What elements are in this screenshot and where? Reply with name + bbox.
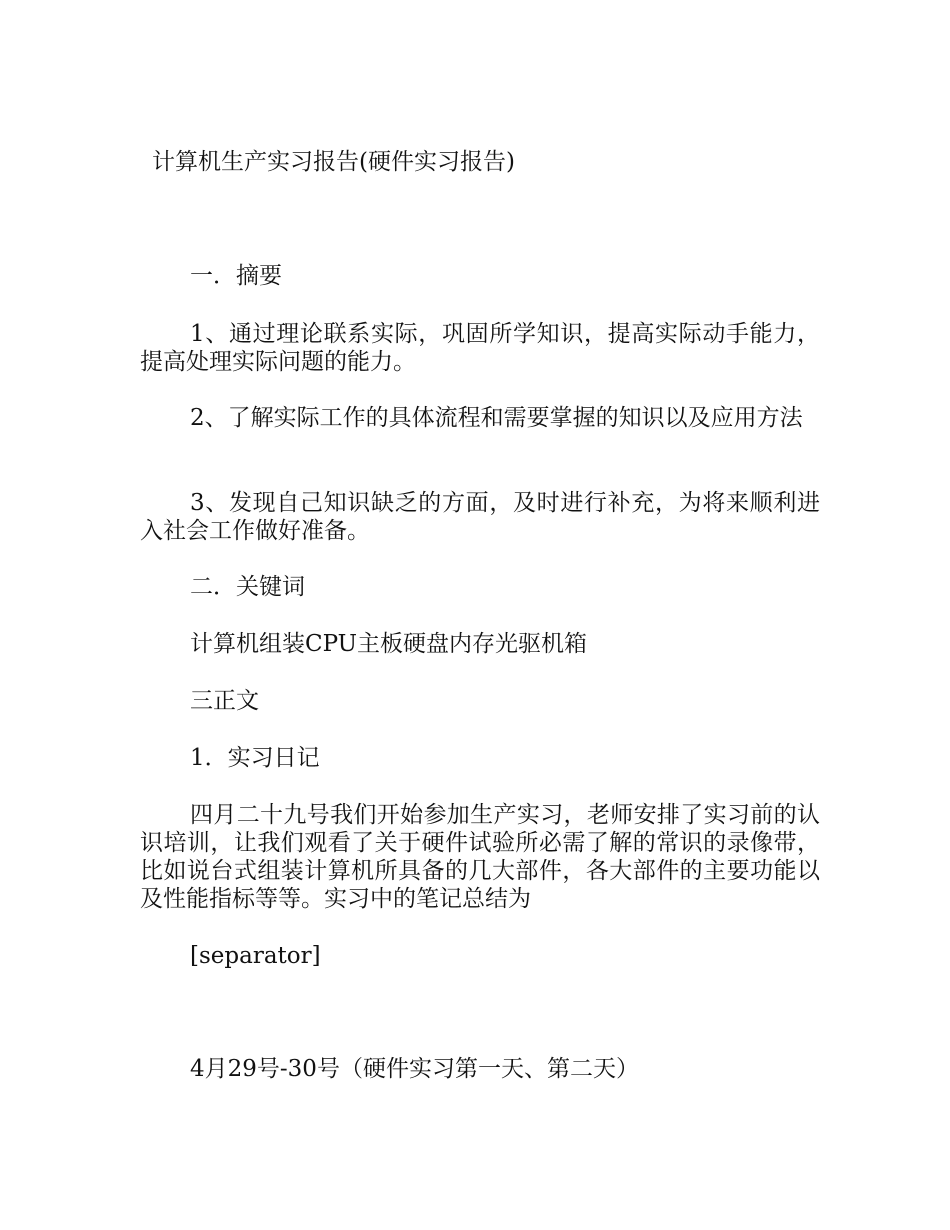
section-2-heading: 二．关键词 xyxy=(190,574,305,600)
section-1-heading: 一．摘要 xyxy=(190,263,282,289)
diary-paragraph: 四月二十九号我们开始参加生产实习，老师安排了实习前的认识培训，让我们观看了关于硬件试验所必需了解的常识的录像带，比如说台式组装计算机所具备的几大部件，各大部件的主要功能以及性能指标等等。实习中的笔记总结为 xyxy=(140,802,820,912)
subsection-1-heading: 1．实习日记 xyxy=(190,745,320,771)
date-heading: 4月29号-30号（硬件实习第一天、第二天） xyxy=(190,1056,639,1082)
summary-point-2: 2、了解实际工作的具体流程和需要掌握的知识以及应用方法 xyxy=(190,405,803,431)
separator-text: [separator] xyxy=(190,943,321,969)
summary-point-1: 1、通过理论联系实际，巩固所学知识，提高实际动手能力，提高处理实际问题的能力。 xyxy=(140,321,820,375)
keywords-line: 计算机组装CPU主板硬盘内存光驱机箱 xyxy=(190,631,588,657)
section-3-heading: 三正文 xyxy=(190,688,259,714)
document-title: 计算机生产实习报告(硬件实习报告) xyxy=(152,149,515,175)
summary-point-3: 3、发现自己知识缺乏的方面，及时进行补充，为将来顺利进入社会工作做好准备。 xyxy=(140,490,820,544)
